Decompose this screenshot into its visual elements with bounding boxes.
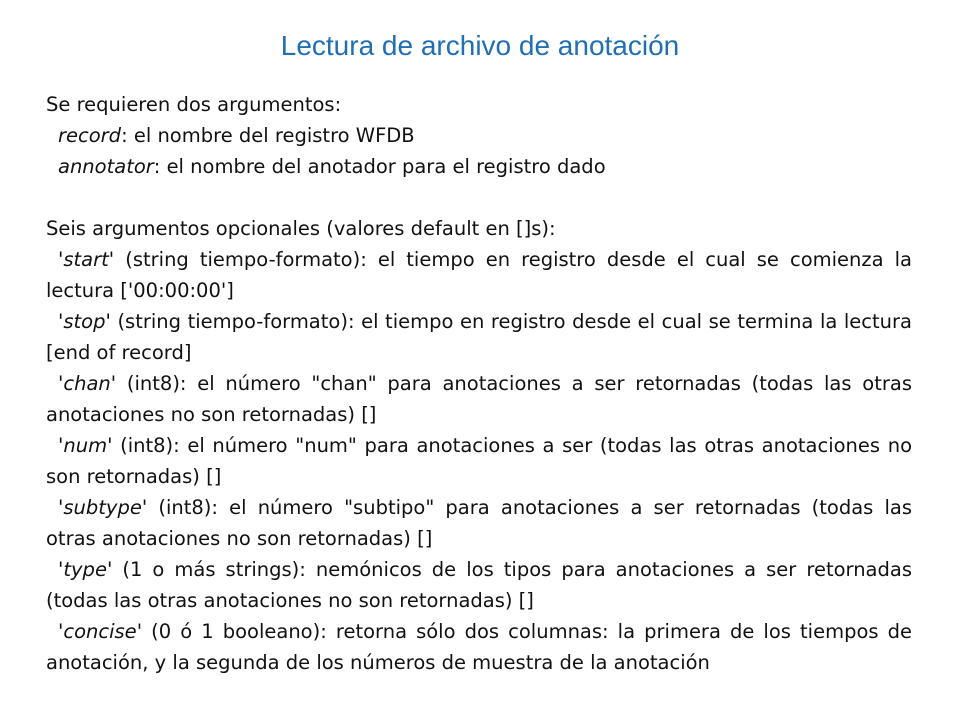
arg-description: (string tiempo-formato): el tiempo en registro desde el cual se comienza la lectura ['00:00:00'] [46,248,912,302]
optional-arg-item: 'type' (1 o más strings): nemónicos de los tipos para anotaciones a ser retornadas (todas las otras anotaciones no son retornadas) [] [46,558,912,612]
arg-description: (int8): el número "num" para anotaciones a ser (todas las otras anotaciones no son retornadas) [] [46,434,912,488]
arg-name: subtype [63,496,142,519]
required-arg-item [46,120,912,151]
arg-description: (0 ó 1 booleano): retorna sólo dos columnas: la primera de los tiempos de anotación, y la segunda de los números de muestra de la anotación [46,620,912,674]
spacer [46,182,912,213]
optional-arg-item: 'chan' (int8): el número "chan" para anotaciones a ser retornadas (todas las otras anotaciones no son retornadas) [] [46,372,912,426]
required-args-heading: Se requieren dos argumentos: [46,93,342,116]
slide-title: Lectura de archivo de anotación [280,30,680,61]
optional-args-heading: Seis argumentos opcionales (valores default en []s): [46,217,556,240]
optional-arg-item: 'start' (string tiempo-formato): el tiempo en registro desde el cual se comienza la lectura ['00:00:00'] [46,248,912,302]
slide-body [46,89,912,678]
optional-arg-item: 'subtype' (int8): el número "subtipo" para anotaciones a ser retornadas (todas las otras anotaciones no son retornadas) [] [46,496,912,550]
optional-arg-item: 'concise' (0 ó 1 booleano): retorna sólo dos columnas: la primera de los tiempos de anotación, y la segunda de los números de muestra de la anotación [46,620,912,674]
arg-description: (int8): el número "chan" para anotaciones a ser retornadas (todas las otras anotaciones no son retornadas) [] [46,372,912,426]
arg-description: : el nombre del registro WFDB [121,124,415,147]
arg-name: record [58,124,122,147]
arg-description: : el nombre del anotador para el registro dado [153,155,606,178]
arg-name: stop [63,310,106,333]
arg-description: (1 o más strings): nemónicos de los tipos para anotaciones a ser retornadas (todas las otras anotaciones no son retornadas) [] [46,558,912,612]
optional-arg-item: 'num' (int8): el número "num" para anotaciones a ser (todas las otras anotaciones no son retornadas) [] [46,434,912,488]
arg-name: chan [63,372,111,395]
arg-name: concise [63,620,137,643]
arg-name: start [63,248,109,271]
arg-description: (int8): el número "subtipo" para anotaciones a ser retornadas (todas las otras anotaciones no son retornadas) [] [46,496,912,550]
arg-name: type [63,558,107,581]
arg-name: annotator [58,155,154,178]
arg-name: num [63,434,108,457]
required-arg-item [46,151,912,182]
arg-description: (string tiempo-formato): el tiempo en registro desde el cual se termina la lectura [end of record] [46,310,912,364]
optional-arg-item: 'stop' (string tiempo-formato): el tiempo en registro desde el cual se termina la lectura [end of record] [46,310,912,364]
